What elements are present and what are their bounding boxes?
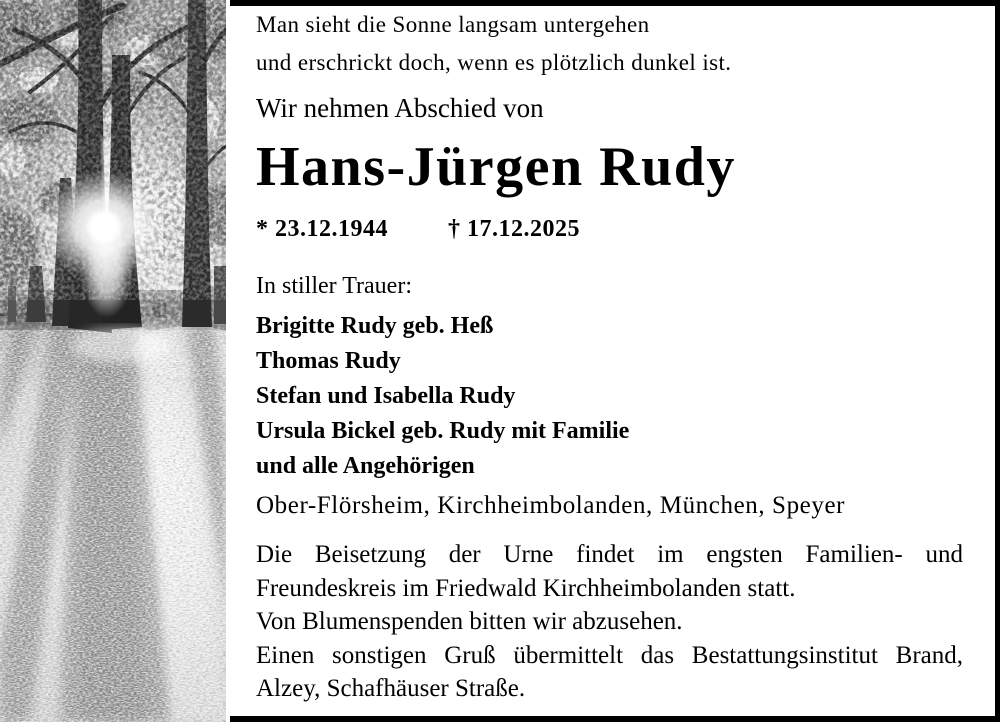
birth-date: * 23.12.1944	[256, 216, 388, 242]
mourner-name: Thomas Rudy	[256, 348, 401, 374]
closing-line: Von Blumenspenden bitten wir abzusehen.	[256, 608, 683, 635]
mourner-name: Ursula Bickel geb. Rudy mit Familie	[256, 418, 630, 444]
memorial-photo	[0, 0, 226, 722]
mourner-name: Brigitte Rudy geb. Heß	[256, 313, 494, 339]
closing-paragraph	[256, 538, 963, 706]
opening-verse	[256, 6, 963, 82]
mourners-list	[256, 309, 963, 484]
deceased-name: Hans-Jürgen Rudy	[256, 136, 736, 198]
mourning-label: In stiller Trauer:	[256, 273, 412, 299]
mourner-name: Stefan und Isabella Rudy	[256, 383, 516, 409]
closing-line: Freundeskreis im Friedwald Kirchheimbolanden statt.	[256, 574, 796, 602]
verse-line-2: und erschrickt doch, wenn es plötzlich dunkel ist.	[256, 50, 732, 75]
closing-line: Einen sonstigen Gruß übermittelt das Bestattungsinstitut Brand,	[256, 641, 963, 669]
closing-line: Die Beisetzung der Urne findet im engsten Familien- und	[256, 541, 963, 568]
mourner-name: und alle Angehörigen	[256, 453, 475, 479]
death-date: † 17.12.2025	[448, 216, 580, 242]
closing-line: Alzey, Schafhäuser Straße.	[256, 675, 526, 702]
verse-line-1: Man sieht die Sonne langsam untergehen	[256, 12, 650, 37]
cities-line: Ober-Flörsheim, Kirchheimbolanden, München, Speyer	[256, 492, 846, 519]
life-dates	[256, 217, 963, 241]
farewell-intro: Wir nehmen Abschied von	[256, 93, 544, 123]
memorial-photo-graphic	[0, 0, 226, 722]
